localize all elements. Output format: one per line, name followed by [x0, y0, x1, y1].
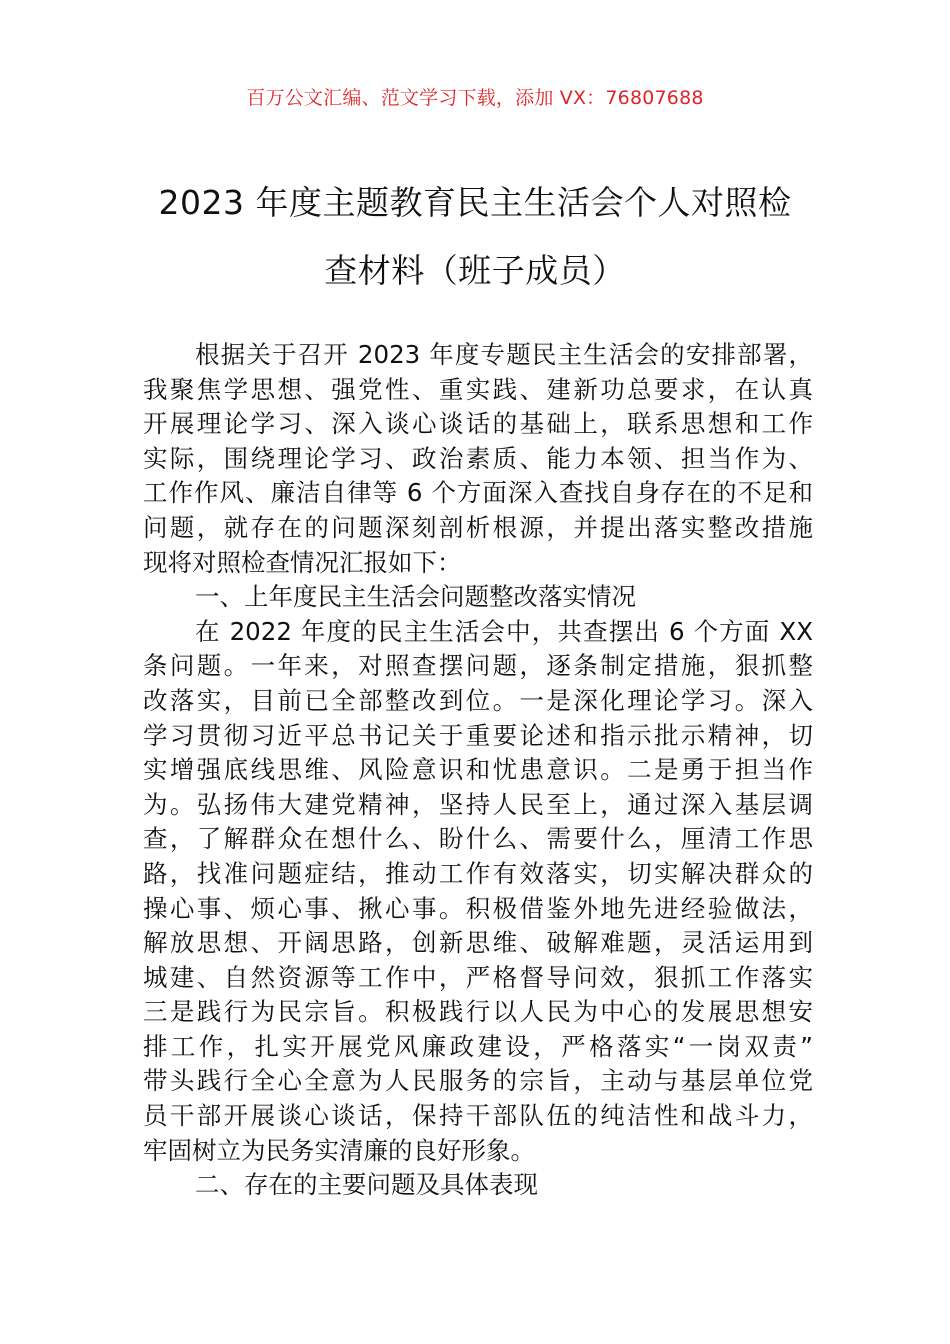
- section-heading-1: 一、上年度民主生活会问题整改落实情况: [195, 582, 636, 612]
- text-line: 开展理论学习、深入谈心谈话的基础上，联系思想和工作: [143, 409, 813, 439]
- text-line: 操心事、烦心事、揪心事。积极借鉴外地先进经验做法，: [143, 893, 813, 923]
- text-line: 我聚焦学思想、强党性、重实践、建新功总要求，在认真: [143, 374, 813, 404]
- document-body: [143, 338, 813, 1203]
- text-line: 牢固树立为民务实清廉的良好形象。: [143, 1135, 535, 1165]
- text-line: 改落实，目前已全部整改到位。一是深化理论学习。深入: [143, 685, 813, 715]
- document-title-line-1: 2023 年度主题教育民主生活会个人对照检: [158, 183, 792, 222]
- paragraph-intro: [143, 338, 813, 580]
- text-line: 解放思想、开阔思路，创新思维、破解难题，灵活运用到: [143, 928, 813, 958]
- text-line: 现将对照检查情况汇报如下：: [143, 547, 462, 577]
- text-line: 三是践行为民宗旨。积极践行以人民为中心的发展思想安: [143, 997, 813, 1027]
- text-line: 在 2022 年度的民主生活会中，共查摆出 6 个方面 XX: [195, 616, 813, 646]
- text-line: 实增强底线思维、风险意识和忧患意识。二是勇于担当作: [143, 755, 813, 785]
- text-line: 城建、自然资源等工作中，严格督导问效，狠抓工作落实: [143, 962, 813, 992]
- section-heading-2: 二、存在的主要问题及具体表现: [195, 1170, 538, 1200]
- paragraph-rectification: [143, 615, 813, 1169]
- text-line: 问题，就存在的问题深刻剖析根源，并提出落实整改措施: [143, 512, 813, 542]
- text-line: 带头践行全心全意为人民服务的宗旨，主动与基层单位党: [143, 1066, 813, 1096]
- text-line: 条问题。一年来，对照查摆问题，逐条制定措施，狠抓整: [143, 651, 813, 681]
- watermark-banner: 百万公文汇编、范文学习下载，添加 VX：76807688: [246, 87, 704, 109]
- text-line: 查，了解群众在想什么、盼什么、需要什么，厘清工作思: [143, 824, 813, 854]
- text-line: 根据关于召开 2023 年度专题民主生活会的安排部署，: [195, 340, 813, 369]
- text-line: 员干部开展谈心谈话，保持干部队伍的纯洁性和战斗力，: [143, 1101, 813, 1131]
- text-line: 工作作风、廉洁自律等 6 个方面深入查找自身存在的不足和: [143, 478, 813, 508]
- text-line: 路，找准问题症结，推动工作有效落实，切实解决群众的: [143, 858, 813, 888]
- document-title-line-2: 查材料（班子成员）: [324, 251, 626, 290]
- text-line: 为。弘扬伟大建党精神，坚持人民至上，通过深入基层调: [143, 789, 813, 819]
- text-line: 排工作，扎实开展党风廉政建设，严格落实“一岗双责”: [143, 1031, 813, 1061]
- text-line: 学习贯彻习近平总书记关于重要论述和指示批示精神，切: [143, 720, 813, 750]
- text-line: 实际，围绕理论学习、政治素质、能力本领、担当作为、: [143, 443, 813, 473]
